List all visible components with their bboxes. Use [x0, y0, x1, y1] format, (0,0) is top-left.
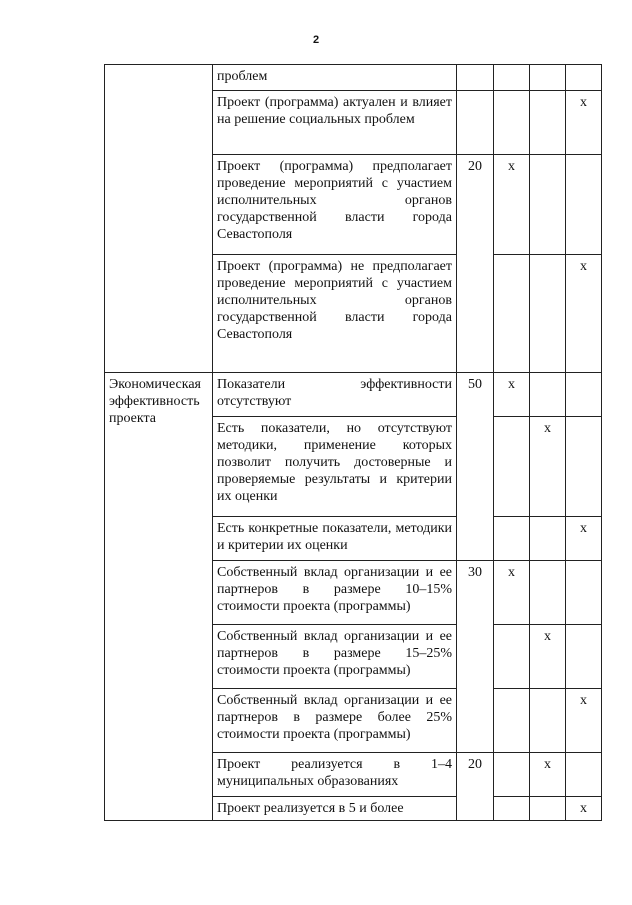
mark-cell [530, 65, 566, 91]
mark-cell [566, 417, 602, 517]
description-cell: Собственный вклад организации и ее партнеров в размере 15–25% стоимости проекта (программы) [213, 625, 457, 689]
mark-cell [530, 797, 566, 821]
description-cell: Показатели эффективности отсутствуют [213, 373, 457, 417]
mark-cell [566, 155, 602, 255]
description-cell: Есть конкретные показатели, методики и критерии их оценки [213, 517, 457, 561]
mark-cell [494, 689, 530, 753]
mark-cell: х [566, 797, 602, 821]
mark-cell [530, 689, 566, 753]
table-row [105, 65, 602, 91]
description-cell: Проект реализуется в 5 и более [213, 797, 457, 821]
description-cell: Есть показатели, но отсутствуют методики, применение которых позволит получить достоверные и проверяемые результаты и критерии их оценки [213, 417, 457, 517]
description-cell: проблем [213, 65, 457, 91]
mark-cell [530, 373, 566, 417]
criterion-cell [105, 65, 213, 373]
mark-cell [566, 65, 602, 91]
criterion-cell: Экономическая эффективность проекта [105, 373, 213, 821]
mark-cell [530, 155, 566, 255]
mark-cell [494, 753, 530, 797]
description-cell: Проект (программа) не предполагает проведение мероприятий с участием исполнительных органов государственной власти города Севастополя [213, 255, 457, 373]
description-cell: Проект реализуется в 1–4 муниципальных образованиях [213, 753, 457, 797]
evaluation-criteria-table [104, 64, 602, 821]
mark-cell [494, 517, 530, 561]
mark-cell: х [530, 417, 566, 517]
mark-cell [494, 625, 530, 689]
points-cell: 20 [457, 155, 494, 373]
mark-cell: х [566, 689, 602, 753]
mark-cell [566, 373, 602, 417]
points-cell [457, 91, 494, 155]
points-cell: 50 [457, 373, 494, 561]
points-cell: 20 [457, 753, 494, 821]
mark-cell: х [566, 91, 602, 155]
points-cell [457, 65, 494, 91]
mark-cell [530, 255, 566, 373]
mark-cell: х [530, 753, 566, 797]
mark-cell [566, 561, 602, 625]
mark-cell [530, 91, 566, 155]
mark-cell: х [494, 561, 530, 625]
mark-cell [494, 797, 530, 821]
mark-cell: х [530, 625, 566, 689]
points-cell: 30 [457, 561, 494, 753]
description-cell: Собственный вклад организации и ее партнеров в размере более 25% стоимости проекта (программы) [213, 689, 457, 753]
description-cell: Проект (программа) предполагает проведение мероприятий с участием исполнительных органов государственной власти города Севастополя [213, 155, 457, 255]
page-number: 2 [312, 34, 320, 46]
description-cell: Проект (программа) актуален и влияет на решение социальных проблем [213, 91, 457, 155]
mark-cell [494, 65, 530, 91]
mark-cell [494, 417, 530, 517]
mark-cell [494, 255, 530, 373]
description-cell: Собственный вклад организации и ее партнеров в размере 10–15% стоимости проекта (программы) [213, 561, 457, 625]
mark-cell: х [566, 255, 602, 373]
table-row [105, 373, 602, 417]
mark-cell [530, 561, 566, 625]
mark-cell [530, 517, 566, 561]
mark-cell [494, 91, 530, 155]
mark-cell [566, 753, 602, 797]
mark-cell: х [494, 373, 530, 417]
mark-cell [566, 625, 602, 689]
mark-cell: х [494, 155, 530, 255]
mark-cell: х [566, 517, 602, 561]
